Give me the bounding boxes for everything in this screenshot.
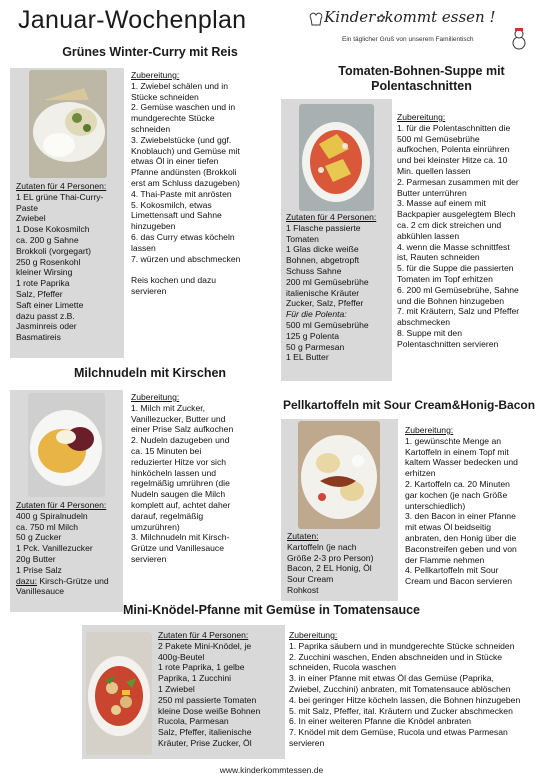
curry-photo bbox=[29, 70, 107, 178]
ingredient-line: Rucola, Parmesan bbox=[158, 716, 229, 727]
ingredient-line: ca. 750 ml Milch bbox=[16, 521, 79, 532]
pellkartoffeln-ingredients: Zutaten: Kartoffeln (je nach Größe 2-3 pro Person) Bacon, 2 EL Honig, Öl Sour Cream Rohkost bbox=[287, 531, 397, 596]
curry-ingredients: Zutaten für 4 Personen: 1 EL grüne Thai-Curry- Paste Zwiebel 1 Dose Kokosmilch ca. 200 g Sahne Brokkoli (vorgegart) 250 g Rosenkohl kleiner Wirsing 1 rote Paprika Salz, Pfeffer Saft einer Limette dazu passt z.B. Jasminreis oder Basmatireis bbox=[16, 181, 124, 343]
step-line: schneiden, Rucola waschen bbox=[289, 662, 397, 673]
ingredient-line: dazu passt z.B. bbox=[16, 310, 75, 321]
ingredient-line: Basmatireis bbox=[16, 332, 61, 343]
soup-photo bbox=[299, 104, 374, 211]
ingredient-line: 1 EL Butter bbox=[286, 352, 329, 363]
step-line: kaltem Wasser bedecken und bbox=[405, 457, 518, 468]
ingredient-line: Brokkoli (vorgegart) bbox=[16, 245, 91, 256]
ingredient-line: Salz, Pfeffer, italienische bbox=[158, 727, 252, 738]
step-line: reduzierter Hitze vor sich bbox=[131, 456, 227, 467]
step-line: 3. Masse auf einem mit bbox=[397, 198, 486, 209]
curry-preparation: Zubereitung: 1. Zwiebel schälen und in Stücke schneiden 2. Gemüse waschen und in mundgerechte Stücke schneiden 3. Zwiebelstücke (und ggf. Knoblauch) und Gemüse mit etwas Öl in einer tiefen Pfanne andünsten (Brokkoli erst am Schluss dazugeben) 4. Thai-Paste mit anrösten 5. Kokosmilch, etwas Limettensaft und Sahne hinzugeben 6. das Curry etwas köcheln lassen 7. würzen und abschmecken Reis kochen und dazu servieren bbox=[131, 70, 289, 297]
ingredient-line: 1 Dose Kokosmilch bbox=[16, 224, 90, 235]
step-line: 2. Nudeln dazugeben und bbox=[131, 435, 230, 446]
logo-wordmark: Kinder✿kommt essen ! bbox=[324, 8, 496, 26]
ingredient-line: italienische Kräuter bbox=[286, 287, 360, 298]
step-line: ist, Rauten schneiden bbox=[397, 252, 480, 263]
ingredient-line: Zucker, Salz, Pfeffer bbox=[286, 298, 364, 309]
ingredient-line: 1 Prise Salz bbox=[16, 564, 62, 575]
step-line: Limettensaft und Sahne bbox=[131, 210, 222, 221]
step-line: mit etwas Öl beidseitig bbox=[405, 522, 491, 533]
brand-logo[interactable] bbox=[308, 4, 536, 52]
page-title: Januar-Wochenplan bbox=[18, 6, 247, 34]
step-line: Nudeln saugen die Milch bbox=[131, 489, 226, 500]
knoedel-panel bbox=[82, 625, 285, 759]
step-line: anbraten, den Honig über die bbox=[405, 532, 517, 543]
step-line: Butter unterrühren bbox=[397, 187, 467, 198]
step-line: Grütze und Vanillesauce bbox=[131, 543, 224, 554]
ingredient-line: 20g Butter bbox=[16, 553, 56, 564]
ingredient-line: 500 ml Gemüsebrühe bbox=[286, 319, 369, 330]
step-line: 2. Zucchini waschen, Enden abschneiden und in Stücke bbox=[289, 651, 503, 662]
step-line: Stücke schneiden bbox=[131, 91, 199, 102]
ingredient-line: 1 Flasche passierte bbox=[286, 222, 361, 233]
step-line: 5. mit Salz, Pfeffer, ital. Kräutern und Zucker abschmecken bbox=[289, 705, 513, 716]
step-line: 5. Kokosmilch, etwas bbox=[131, 199, 212, 210]
step-line: 1. für die Polentaschnitten die bbox=[397, 122, 511, 133]
step-line: und bei kleinster Hitze ca. 10 bbox=[397, 155, 508, 166]
step-line: 4. Thai-Paste mit anrösten bbox=[131, 188, 232, 199]
pellkartoffeln-preparation: Zubereitung: 1. gewünschte Menge an Kartoffeln in einem Topf mit kaltem Wasser bedecken und erhitzen 2. Kartoffeln ca. 20 Minuten gar kochen (je nach Größe unterschiedlich) 3. den Bacon in einer Pfanne mit etwas Öl beidseitig anbraten, den Honig über die Baconstreifen geben und von der Flamme nehmen 4. Pellkartoffeln mit Sour Cream und Bacon servieren bbox=[405, 425, 543, 587]
milchnudeln-preparation: Zubereitung: 1. Milch mit Zucker, Vanillezucker, Butter und einer Prise Salz aufkochen 2. Nudeln dazugeben und ca. 15 Minuten bei reduzierter Hitze vor sich hinköcheln lassen und regelmäßig umrühren (die Nudeln saugen die Milch komplett auf, achtet daher darauf, regelmäßig umzurühren) 3. Milchnudeln mit Kirsch- Grütze und Vanillesauce servieren bbox=[131, 392, 281, 565]
step-line: 6. das Curry etwas köcheln bbox=[131, 231, 235, 242]
step-line: etwas Öl in einer tiefen bbox=[131, 156, 219, 167]
step-line: Knoblauch) und Gemüse mit bbox=[131, 145, 240, 156]
step-line: Backpapier ausgelegtem Blech bbox=[397, 209, 516, 220]
step-line: 2. Gemüse waschen und in bbox=[131, 102, 236, 113]
step-line: 3. Zwiebelstücke (und ggf. bbox=[131, 134, 232, 145]
knoedel-title: Mini-Knödel-Pfanne mit Gemüse in Tomatensauce bbox=[122, 603, 421, 617]
step-line: 5. für die Suppe die passierten bbox=[397, 263, 514, 274]
soup-dish-image bbox=[299, 104, 374, 211]
ingredient-line: Bohnen, abgetropft bbox=[286, 255, 360, 266]
ingredient-line: 1 rote Paprika, 1 gelbe bbox=[158, 662, 245, 673]
step-line: erst am Schluss dazugeben) bbox=[131, 177, 240, 188]
ingredient-line: 200 ml Gemüsebrühe bbox=[286, 276, 369, 287]
step-line: servieren bbox=[289, 737, 325, 748]
step-line: Zwiebel, Zucchini) anbraten, mit Tomatensauce ablöschen bbox=[289, 683, 511, 694]
step-line: 6. In einer weiteren Pfanne die Knödel anbraten bbox=[289, 716, 472, 727]
step-line bbox=[131, 264, 289, 275]
ingredient-line: Sour Cream bbox=[287, 574, 334, 585]
knoedel-photo bbox=[86, 632, 152, 755]
step-line: unterschiedlich) bbox=[405, 500, 466, 511]
soup-title: Tomaten-Bohnen-Suppe mit Polentaschnitten bbox=[338, 64, 505, 93]
ingredient-line: 400 g Spiralnudeln bbox=[16, 510, 88, 521]
step-line: 500 ml Gemüsebrühe bbox=[397, 133, 480, 144]
step-line: Pfanne andünsten (Brokkoli bbox=[131, 167, 237, 178]
step-line: und die Bohnen hinzugeben bbox=[397, 295, 505, 306]
step-line: schneiden bbox=[131, 123, 171, 134]
step-line: einer Prise Salz aufkochen bbox=[131, 424, 234, 435]
footer-website[interactable]: www.kinderkommtessen.de bbox=[219, 765, 324, 775]
knoedel-ingredients: Zutaten für 4 Personen: 2 Pakete Mini-Knödel, je 400g-Beutel 1 rote Paprika, 1 gelbe Paprika, 1 Zucchini 1 Zwiebel 250 ml passierte Tomaten kleine Dose weiße Bohnen Rucola, Parmesan Salz, Pfeffer, italienische Kräuter, Prise Zucker, Öl bbox=[158, 630, 285, 749]
step-line: Min. quellen lassen bbox=[397, 165, 471, 176]
step-line: Cream und Bacon servieren bbox=[405, 576, 512, 587]
step-line: aufkochen, Polenta einrühren bbox=[397, 144, 510, 155]
step-line: 1. gewünschte Menge an bbox=[405, 435, 502, 446]
step-line: der Flamme nehmen bbox=[405, 554, 485, 565]
step-line: hinköcheln lassen und bbox=[131, 467, 217, 478]
ingredient-line: Kartoffeln (je nach bbox=[287, 541, 357, 552]
milchnudeln-ingredients: Zutaten für 4 Personen: 400 g Spiralnudeln ca. 750 ml Milch 50 g Zucker 1 Pck. Vanillezucker 20g Butter 1 Prise Salz dazu: Kirsch-Grütze und Vanillesauce bbox=[16, 500, 123, 597]
pellkartoffeln-dish-image bbox=[298, 421, 380, 529]
step-line: darauf, regelmäßig bbox=[131, 510, 204, 521]
milchnudeln-title: Milchnudeln mit Kirschen bbox=[73, 366, 227, 380]
ingredient-line: 50 g Parmesan bbox=[286, 341, 345, 352]
step-line: Kartoffeln in einem Topf mit bbox=[405, 446, 509, 457]
step-line: gar kochen (je nach Größe bbox=[405, 489, 508, 500]
step-line: komplett auf, achtet daher bbox=[131, 499, 231, 510]
ingredient-line: Tomaten bbox=[286, 233, 319, 244]
logo-tagline: Ein täglicher Gruß von unserem Familientisch bbox=[342, 36, 474, 43]
ingredient-line: Schuss Sahne bbox=[286, 265, 342, 276]
ingredient-line: kleiner Wirsing bbox=[16, 267, 73, 278]
knoedel-dish-image bbox=[86, 632, 152, 755]
step-line: 3. in einer Pfanne mit etwas Öl das Gemüse (Paprika, bbox=[289, 673, 494, 684]
step-line: regelmäßig umrühren (die bbox=[131, 478, 230, 489]
step-line: ca. 2 cm dick streichen und bbox=[397, 219, 502, 230]
ingredient-line: Kräuter, Prise Zucker, Öl bbox=[158, 737, 252, 748]
step-line: abschmecken bbox=[397, 317, 451, 328]
ingredient-line: 50 g Zucker bbox=[16, 532, 62, 543]
ingredient-line: Paste bbox=[16, 202, 38, 213]
curry-panel bbox=[10, 68, 124, 358]
step-line: 2. Parmesan zusammen mit der bbox=[397, 176, 519, 187]
step-line: 2. Kartoffeln ca. 20 Minuten bbox=[405, 478, 510, 489]
pellkartoffeln-title: Pellkartoffeln mit Sour Cream&Honig-Bacon bbox=[283, 398, 536, 412]
ingredient-line: 2 Pakete Mini-Knödel, je bbox=[158, 640, 252, 651]
step-line: mundgerechte Stücke bbox=[131, 113, 215, 124]
step-line: 4. wenn die Masse schnittfest bbox=[397, 241, 510, 252]
ingredient-line: Rohkost bbox=[287, 584, 319, 595]
ingredient-line: 125 g Polenta bbox=[286, 330, 340, 341]
step-line: Vanillezucker, Butter und bbox=[131, 413, 226, 424]
step-line: 7. Knödel mit dem Gemüse, Rucola und etwas Parmesan bbox=[289, 727, 508, 738]
snowman-icon bbox=[508, 28, 530, 50]
step-line: 7. würzen und abschmecken bbox=[131, 253, 241, 264]
step-line: Baconstreifen geben und von bbox=[405, 543, 517, 554]
ingredient-line: 1 rote Paprika bbox=[16, 278, 70, 289]
step-line: 3. Milchnudeln mit Kirsch- bbox=[131, 532, 230, 543]
pellkartoffeln-photo bbox=[298, 421, 380, 529]
ingredient-line: 250 g Rosenkohl bbox=[16, 256, 81, 267]
curry-dish-image bbox=[29, 70, 107, 178]
ingredient-line: kleine Dose weiße Bohnen bbox=[158, 705, 261, 716]
ingredient-line: Salz, Pfeffer bbox=[16, 288, 63, 299]
ingredient-line: 250 ml passierte Tomaten bbox=[158, 694, 257, 705]
soup-ingredients: Zutaten für 4 Personen: 1 Flasche passierte Tomaten 1 Glas dicke weiße Bohnen, abgetropft Schuss Sahne 200 ml Gemüsebrühe italienische Kräuter Zucker, Salz, Pfeffer Für die Polenta: 500 ml Gemüsebrühe 125 g Polenta 50 g Parmesan 1 EL Butter bbox=[286, 212, 392, 363]
ingredient-line: Größe 2-3 pro Person) bbox=[287, 552, 374, 563]
step-line: Reis kochen und dazu bbox=[131, 275, 217, 286]
soup-panel bbox=[281, 99, 392, 381]
step-line: erhitzen bbox=[405, 468, 436, 479]
ingredient-line: Bacon, 2 EL Honig, Öl bbox=[287, 563, 372, 574]
step-line: 3. den Bacon in einer Pfanne bbox=[405, 511, 516, 522]
soup-preparation: Zubereitung: 1. für die Polentaschnitten die 500 ml Gemüsebrühe aufkochen, Polenta einrühren und bei kleinster Hitze ca. 10 Min. quellen lassen 2. Parmesan zusammen mit der Butter unterrühren 3. Masse auf einem mit Backpapier ausgelegtem Blech ca. 2 cm dick streichen und abkühlen lassen 4. wenn die Masse schnittfest ist, Rauten schneiden 5. für die Suppe die passierten Tomaten im Topf erhitzen 6. 200 ml Gemüsebrühe, Sahne und die Bohnen hinzugeben 7. mit Kräutern, Salz und Pfeffer abschmecken 8. Suppe mit den Polentaschnitten servieren bbox=[397, 112, 543, 350]
step-line: abkühlen lassen bbox=[397, 230, 460, 241]
step-line: 6. 200 ml Gemüsebrühe, Sahne bbox=[397, 284, 519, 295]
step-line: 1. Zwiebel schälen und in bbox=[131, 80, 228, 91]
ingredient-line: 1 Zwiebel bbox=[158, 683, 195, 694]
ingredient-line: 400g-Beutel bbox=[158, 651, 205, 662]
step-line: umzurühren) bbox=[131, 521, 180, 532]
step-line: 4. Pellkartoffeln mit Sour bbox=[405, 565, 499, 576]
step-line: 7. mit Kräutern, Salz und Pfeffer bbox=[397, 306, 520, 317]
step-line: servieren bbox=[131, 553, 167, 564]
step-line: ca. 15 Minuten bei bbox=[131, 445, 202, 456]
step-line: 4. bei geringer Hitze köcheln lassen, die Bohnen hinzugeben bbox=[289, 694, 521, 705]
step-line: 8. Suppe mit den bbox=[397, 327, 462, 338]
step-line: lassen bbox=[131, 242, 156, 253]
chef-hat-icon bbox=[308, 10, 324, 30]
ingredient-line: 1 Glas dicke weiße bbox=[286, 244, 359, 255]
ingredient-line: Jasminreis oder bbox=[16, 321, 77, 332]
milchnudeln-photo bbox=[28, 393, 105, 497]
ingredient-line: 1 Pck. Vanillezucker bbox=[16, 543, 93, 554]
step-line: hinzugeben bbox=[131, 221, 176, 232]
milchnudeln-dish-image bbox=[28, 393, 105, 497]
step-line: Polentaschnitten servieren bbox=[397, 338, 499, 349]
pellkartoffeln-panel bbox=[281, 419, 398, 601]
ingredient-line: 1 EL grüne Thai-Curry- bbox=[16, 191, 104, 202]
step-line: 1. Milch mit Zucker, bbox=[131, 402, 206, 413]
milchnudeln-panel bbox=[10, 390, 123, 612]
ingredient-line: Saft einer Limette bbox=[16, 299, 84, 310]
step-line: 1. Paprika säubern und in mundgerechte Stücke schneiden bbox=[289, 640, 515, 651]
step-line: servieren bbox=[131, 285, 167, 296]
curry-title: Grünes Winter-Curry mit Reis bbox=[62, 45, 238, 59]
ingredient-line: ca. 200 g Sahne bbox=[16, 234, 79, 245]
knoedel-preparation: Zubereitung: 1. Paprika säubern und in mundgerechte Stücke schneiden 2. Zucchini waschen, Enden abschneiden und in Stücke schneiden, Rucola waschen 3. in einer Pfanne mit etwas Öl das Gemüse (Paprika, Zwiebel, Zucchini) anbraten, mit Tomatensauce ablöschen 4. bei geringer Hitze köcheln lassen, die Bohnen hinzugeben 5. mit Salz, Pfeffer, ital. Kräutern und Zucker abschmecken 6. In einer weiteren Pfanne die Knödel anbraten 7. Knödel mit dem Gemüse, Rucola und etwas Parmesan servieren bbox=[289, 630, 543, 749]
ingredient-line: Zwiebel bbox=[16, 213, 46, 224]
ingredient-line: Paprika, 1 Zucchini bbox=[158, 673, 232, 684]
step-line: Tomaten im Topf erhitzen bbox=[397, 273, 493, 284]
